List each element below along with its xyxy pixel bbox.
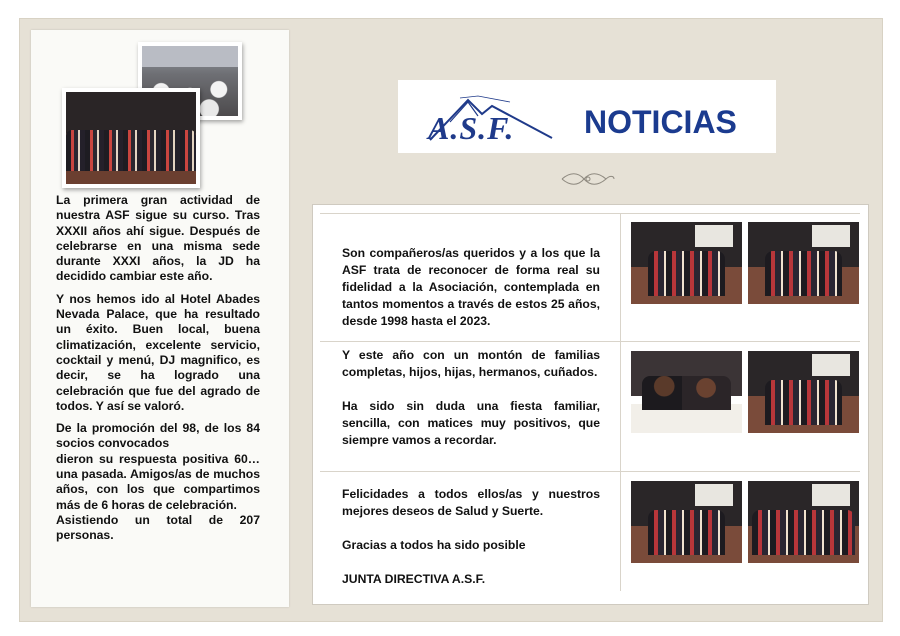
divider <box>320 341 860 342</box>
section-2-paragraph-1: Y este año con un montón de familias completas, hijos, hijas, hermanos, cuñados. <box>342 348 600 379</box>
section-2-text <box>342 347 600 449</box>
event-photo <box>748 222 859 304</box>
divider <box>620 471 621 591</box>
ornament-icon <box>560 170 616 188</box>
section-3-paragraph-2: Gracias a todos ha sido posible <box>342 538 526 552</box>
divider <box>320 213 860 214</box>
header-banner <box>398 80 776 153</box>
group-photo <box>62 88 200 188</box>
section-3-text <box>342 486 600 588</box>
left-paragraph-2: Y nos hemos ido al Hotel Abades Nevada Palace, que ha resultado un éxito. Buen local, buena climatización, excelente servicio, cocktail y menú, DJ magnifico, es decir, se ha logrado una celebración que fue del agrado de todos. Y así se valoró. <box>56 291 260 413</box>
section-3-paragraph-1: Felicidades a todos ellos/as y nuestros mejores deseos de Salud y Suerte. <box>342 487 600 518</box>
left-paragraph-3 <box>56 421 260 543</box>
event-photo <box>748 481 859 563</box>
section-1-paragraph: Son compañeros/as queridos y a los que la ASF trata de reconocer de forma real su fidelidad a la Asociación, contemplada en tantos momentos a través de estos 25 años, desde 1998 hasta el 2023. <box>342 246 600 328</box>
divider <box>620 213 621 341</box>
section-2-paragraph-2: Ha sido sin duda una fiesta familiar, sencilla, con matices muy positivos, que siempre vamos a recordar. <box>342 399 600 447</box>
left-column-text <box>56 193 260 544</box>
left-paragraph-3-line-1: De la promoción del 98, de los 84 socios convocados <box>56 421 260 451</box>
page-title: NOTICIAS <box>584 104 737 140</box>
left-paragraph-3-line-3: Asistiendo un total de 207 personas. <box>56 512 260 543</box>
section-3-signature: JUNTA DIRECTIVA A.S.F. <box>342 572 486 586</box>
logo-text: A.S.F. <box>428 110 515 146</box>
section-1-text <box>342 245 600 330</box>
event-photo <box>631 481 742 563</box>
event-photo <box>631 222 742 304</box>
event-photo <box>748 351 859 433</box>
left-paragraph-1: La primera gran actividad de nuestra ASF sigue su curso. Tras XXXII años ahí sigue. Después de celebrarse en una misma sede durante XXXI años, la JD ha decidido cambiar este año. <box>56 193 260 284</box>
left-paragraph-3-line-2: dieron su respuesta positiva 60…una pasada. Amigos/as de muchos años, con los que compartimos más de 6 horas de celebración. <box>56 451 260 512</box>
divider <box>620 341 621 471</box>
divider <box>320 471 860 472</box>
event-photo <box>631 351 742 433</box>
